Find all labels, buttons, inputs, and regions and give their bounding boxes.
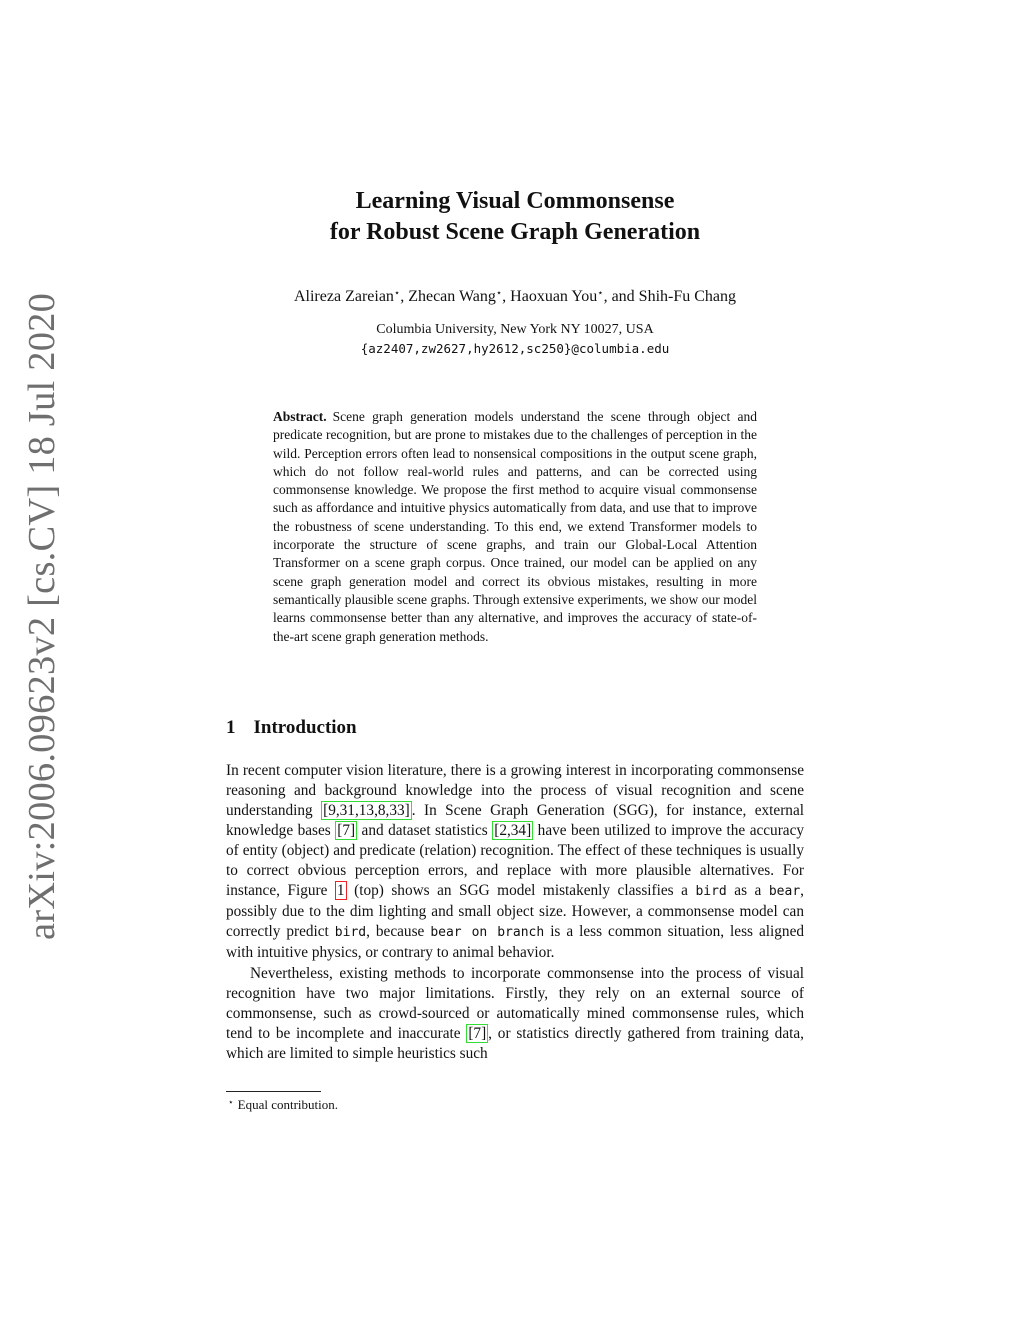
text-run: (top) shows an SGG model mistakenly classifies a [354, 882, 688, 899]
section-title: Introduction [253, 717, 357, 738]
author-name: Shih-Fu Chang [638, 288, 737, 305]
citation-link[interactable]: [9,31,13,8,33] [323, 802, 410, 819]
text-run: , because [366, 923, 425, 940]
text-run: In recent computer vision literature, there is a growing interest in incorporating commonsense reasoning and background knowledge into the process of visual recognition and scene understanding [226, 762, 804, 819]
text-run: , or statistics directly gathered from training data, which are limited to simple heuristics such [226, 1025, 804, 1062]
footnote-text: Equal contribution. [237, 1097, 339, 1112]
author-name: Zhecan Wang [408, 288, 496, 305]
code-term: bird [334, 925, 367, 940]
paragraph [226, 964, 804, 1064]
code-term: bear [768, 884, 801, 899]
author-list: Alireza Zareian⋆, Zhecan Wang⋆, Haoxuan You⋆, and Shih-Fu Chang [293, 288, 737, 305]
text-run: is a less common situation, less aligned with intuitive physics, or contrary to animal behavior. [226, 923, 805, 961]
arxiv-side-stamp: arXiv:2006.09623v2 [cs.CV] 18 Jul 2020 [21, 292, 63, 940]
affiliation [0, 320, 1024, 358]
equal-contribution-star: ⋆ [597, 288, 604, 299]
abstract-text: Scene graph generation models understand the scene through object and predicate recognition, but are prone to mistakes due to the challenges of perception in the wild. Perception errors often lead to nonsensical compositions in the output scene graph, which do not follow real-world rules and patterns, and can be corrected using commonsense knowledge. We propose the first method to acquire visual commonsense such as affordance and intuitive physics automatically from data, and use that to improve the robustness of scene understanding. To this end, we extend Transformer models to incorporate the structure of scene graphs, and train our Global-Local Attention Transformer on a scene graph corpus. Once trained, our model can be applied on any scene graph generation model and correct its obvious mistakes, resulting in more semantically plausible scene graphs. Through extensive experiments, we show our model learns commonsense better than any alternative, and improves the accuracy of state-of-the-art scene graph generation methods. [273, 409, 757, 644]
footnote-divider [226, 1091, 321, 1092]
text-run: and dataset statistics [361, 822, 488, 839]
author-name: Haoxuan You [510, 288, 598, 305]
abstract-label: Abstract. [273, 409, 327, 424]
section-number: 1 [226, 717, 236, 738]
figure-reference-link[interactable]: 1 [336, 882, 345, 899]
footnote-star: ⋆ [228, 1097, 234, 1107]
paper-title [0, 186, 1024, 248]
text-run: . In Scene Graph Generation (SGG), for instance, external knowledge bases [226, 802, 804, 839]
footnote [228, 1097, 338, 1113]
citation-link[interactable]: [7] [337, 822, 356, 839]
title-line-1: Learning Visual Commonsense [355, 188, 675, 214]
paragraph [226, 761, 804, 963]
code-term: bear on branch [430, 925, 545, 940]
text-run: Nevertheless, existing methods to incorporate commonsense into the process of visual recognition have two major limitations. Firstly, they rely on an external source of commonsense, such as crowd-sourced or automatically mined commonsense rules, which tend to be incomplete and inaccurate [226, 965, 804, 1042]
code-term: bird [695, 884, 727, 899]
title-line-2: for Robust Scene Graph Generation [329, 219, 701, 245]
text-run: as a [734, 882, 762, 899]
section-heading [226, 717, 357, 739]
introduction-body [226, 761, 804, 1064]
email-addresses: {az2407,zw2627,hy2612,sc250}@columbia.edu [360, 341, 670, 356]
author-name: Alireza Zareian [293, 288, 394, 305]
author-conjunction: and [611, 288, 635, 305]
text-run: have been utilized to improve the accuracy of entity (object) and predicate (relation) recognition. The effect of these techniques is usually to correct obvious perception errors, and replace with more plausible alternatives. For instance, Figure [226, 822, 805, 899]
institution: Columbia University, New York NY 10027, USA [376, 322, 654, 337]
equal-contribution-star: ⋆ [393, 288, 401, 299]
equal-contribution-star: ⋆ [495, 288, 503, 299]
citation-link[interactable]: [7] [468, 1025, 487, 1042]
abstract [273, 408, 757, 646]
text-run: , possibly due to the dim lighting and small object size. However, a commonsense model can correctly predict [226, 882, 804, 940]
citation-link[interactable]: [2,34] [494, 822, 532, 839]
